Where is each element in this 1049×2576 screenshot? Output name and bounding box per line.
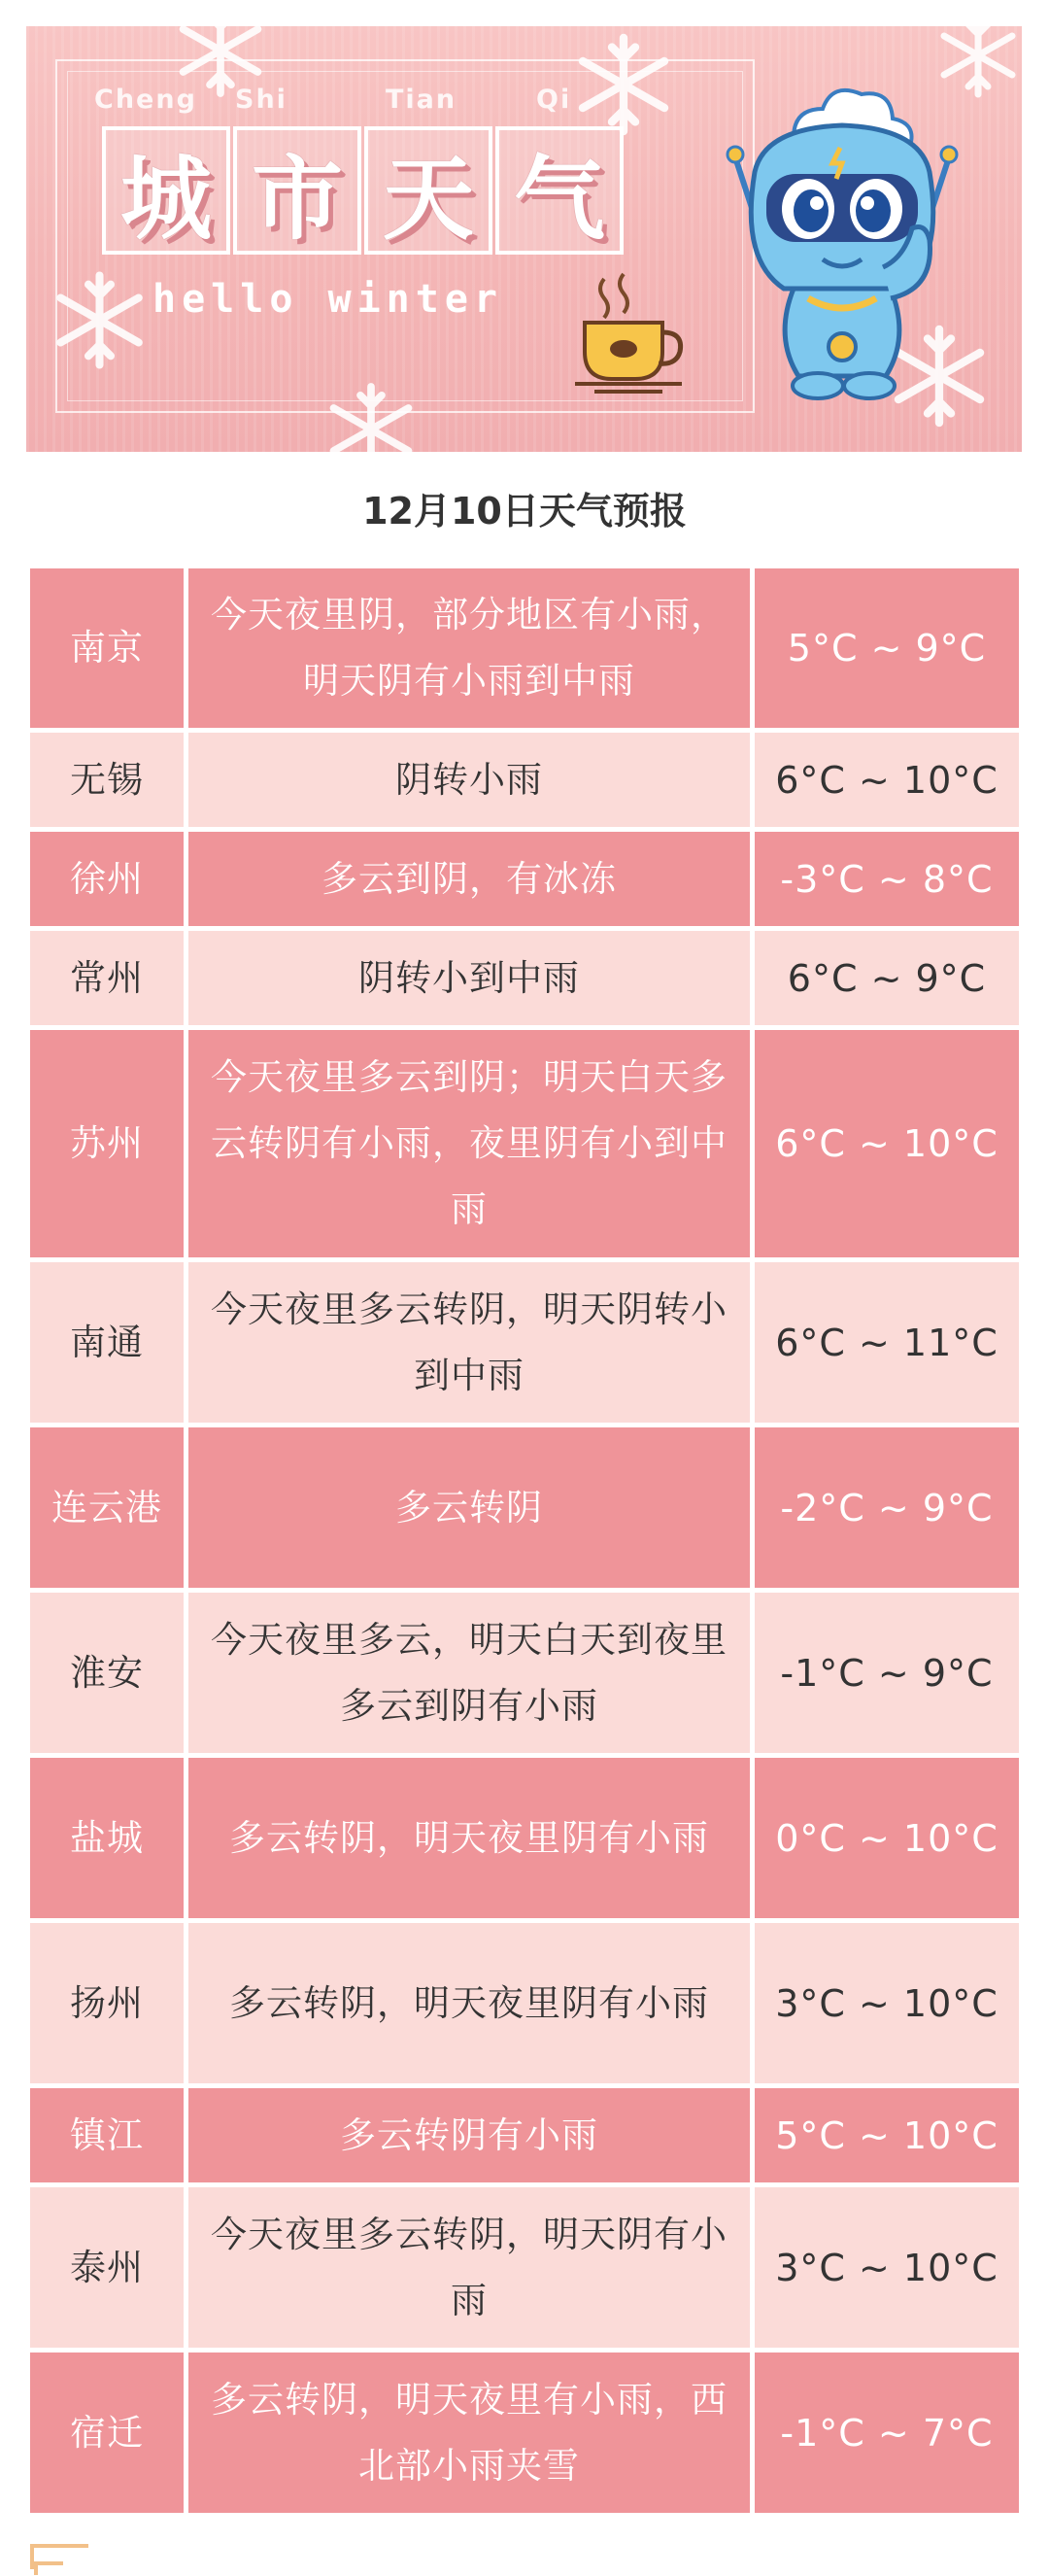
city-cell: 镇江 [30, 2088, 184, 2182]
city-cell: 苏州 [30, 1030, 184, 1257]
banner-title [102, 126, 646, 258]
weather-cell: 今天夜里阴，部分地区有小雨，明天阴有小雨到中雨 [188, 568, 750, 728]
weather-cell: 今天夜里多云到阴；明天白天多云转阴有小雨，夜里阴有小到中雨 [188, 1030, 750, 1257]
city-cell: 南京 [30, 568, 184, 728]
table-row [30, 1923, 1019, 2083]
table-row [30, 1427, 1019, 1588]
temperature-cell: 3°C ~ 10°C [755, 1923, 1019, 2083]
decorative-corner [34, 2561, 63, 2575]
weather-cell: 多云转阴 [188, 1427, 750, 1588]
temperature-cell: 5°C ~ 9°C [755, 568, 1019, 728]
table-row [30, 733, 1019, 827]
mascot-robot-icon [726, 65, 959, 425]
weather-cell: 阴转小到中雨 [188, 931, 750, 1025]
temperature-cell: 6°C ~ 9°C [755, 931, 1019, 1025]
weather-cell: 今天夜里多云转阴，明天阴有小雨 [188, 2187, 750, 2348]
header-banner [26, 26, 1022, 452]
title-char-box: 城 [102, 126, 230, 255]
temperature-cell: -1°C ~ 7°C [755, 2353, 1019, 2513]
temperature-cell: -1°C ~ 9°C [755, 1593, 1019, 1753]
banner-subtitle: hello winter [152, 277, 503, 322]
table-row [30, 1262, 1019, 1423]
snowflake-icon [44, 264, 155, 376]
table-row [30, 1593, 1019, 1753]
forecast-table [30, 568, 1019, 2518]
pinyin-tian: Tian [386, 85, 457, 115]
table-row [30, 2353, 1019, 2513]
temperature-cell: -2°C ~ 9°C [755, 1427, 1019, 1588]
weather-cell: 今天夜里多云，明天白天到夜里多云到阴有小雨 [188, 1593, 750, 1753]
temperature-cell: 6°C ~ 11°C [755, 1262, 1019, 1423]
weather-cell: 多云转阴有小雨 [188, 2088, 750, 2182]
city-cell: 淮安 [30, 1593, 184, 1753]
temperature-cell: 3°C ~ 10°C [755, 2187, 1019, 2348]
table-row [30, 931, 1019, 1025]
temperature-cell: 5°C ~ 10°C [755, 2088, 1019, 2182]
weather-cell: 阴转小雨 [188, 733, 750, 827]
weather-cell: 今天夜里多云转阴，明天阴转小到中雨 [188, 1262, 750, 1423]
table-row [30, 1030, 1019, 1257]
city-cell: 宿迁 [30, 2353, 184, 2513]
title-char-box: 天 [364, 126, 492, 255]
table-row [30, 1758, 1019, 1918]
weather-cell: 多云转阴，明天夜里阴有小雨 [188, 1758, 750, 1918]
table-row [30, 2088, 1019, 2182]
city-cell: 徐州 [30, 832, 184, 926]
temperature-cell: -3°C ~ 8°C [755, 832, 1019, 926]
city-cell: 盐城 [30, 1758, 184, 1918]
weather-cell: 多云到阴，有冰冻 [188, 832, 750, 926]
city-cell: 无锡 [30, 733, 184, 827]
pinyin-qi: Qi [536, 85, 572, 115]
table-row [30, 2187, 1019, 2348]
pinyin-cheng: Cheng [94, 85, 197, 115]
snowflake-icon [565, 26, 682, 143]
city-cell: 泰州 [30, 2187, 184, 2348]
snowflake-icon [318, 376, 424, 452]
city-cell: 连云港 [30, 1427, 184, 1588]
coffee-cup-icon [565, 259, 692, 395]
forecast-heading: 12月10日天气预报 [362, 490, 687, 532]
table-row [30, 832, 1019, 926]
city-cell: 常州 [30, 931, 184, 1025]
table-row [30, 568, 1019, 728]
temperature-cell: 6°C ~ 10°C [755, 1030, 1019, 1257]
title-char-box: 气 [495, 126, 624, 255]
temperature-cell: 0°C ~ 10°C [755, 1758, 1019, 1918]
pinyin-shi: Shi [235, 85, 288, 115]
weather-cell: 多云转阴，明天夜里阴有小雨 [188, 1923, 750, 2083]
city-cell: 南通 [30, 1262, 184, 1423]
snowflake-icon [167, 26, 274, 104]
city-cell: 扬州 [30, 1923, 184, 2083]
weather-cell: 多云转阴，明天夜里有小雨，西北部小雨夹雪 [188, 2353, 750, 2513]
title-char-box: 市 [233, 126, 361, 255]
temperature-cell: 6°C ~ 10°C [755, 733, 1019, 827]
